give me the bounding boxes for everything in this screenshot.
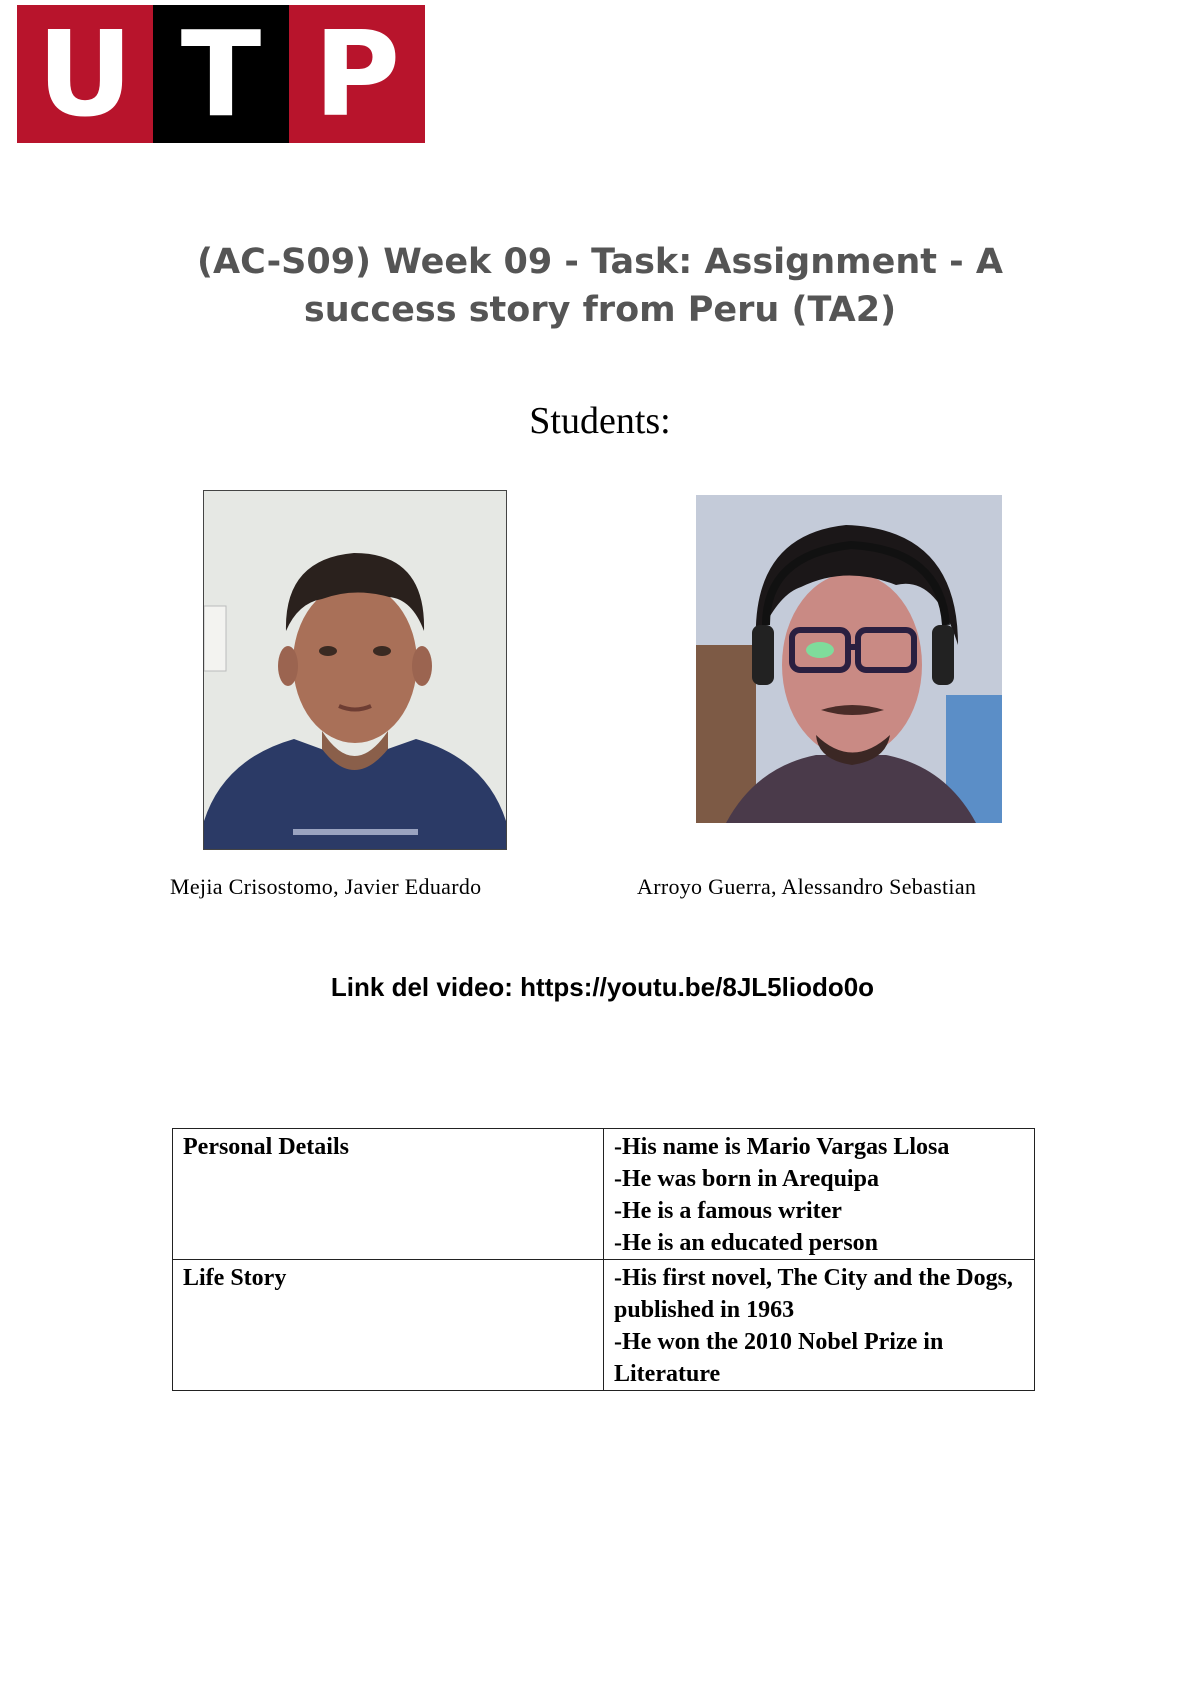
logo-letter-u: U [17, 5, 153, 143]
detail-line: -His name is Mario Vargas Llosa [614, 1134, 950, 1160]
student-photo-1 [203, 490, 507, 850]
students-heading: Students: [529, 400, 671, 442]
biography-table [172, 1128, 1035, 1391]
logo-letter-t: T [153, 5, 289, 143]
student-name-1: Mejia Crisostomo, Javier Eduardo [170, 874, 482, 899]
student-photo-2 [696, 495, 1002, 823]
detail-line: -He is an educated person [614, 1230, 878, 1256]
table-row [173, 1129, 1035, 1260]
detail-line: -His first novel, The City and the Dogs, published in 1963 [614, 1265, 1013, 1323]
row-label: Personal Details [173, 1129, 604, 1260]
detail-line: -He was born in Arequipa [614, 1166, 879, 1192]
video-link[interactable]: Link del video: https://youtu.be/8JL5liodo0o [330, 972, 875, 1002]
document-title: (AC-S09) Week 09 - Task: Assignment - A success story from Peru (TA2) [197, 242, 1003, 330]
utp-logo [17, 5, 425, 143]
detail-line: -He won the 2010 Nobel Prize in Literature [614, 1329, 944, 1387]
logo-letter-p: P [289, 5, 425, 143]
table-row [173, 1260, 1035, 1391]
student-name-2: Arroyo Guerra, Alessandro Sebastian [637, 874, 977, 899]
detail-line: -He is a famous writer [614, 1198, 842, 1224]
row-content [604, 1260, 1035, 1391]
row-content [604, 1129, 1035, 1260]
row-label: Life Story [173, 1260, 604, 1391]
